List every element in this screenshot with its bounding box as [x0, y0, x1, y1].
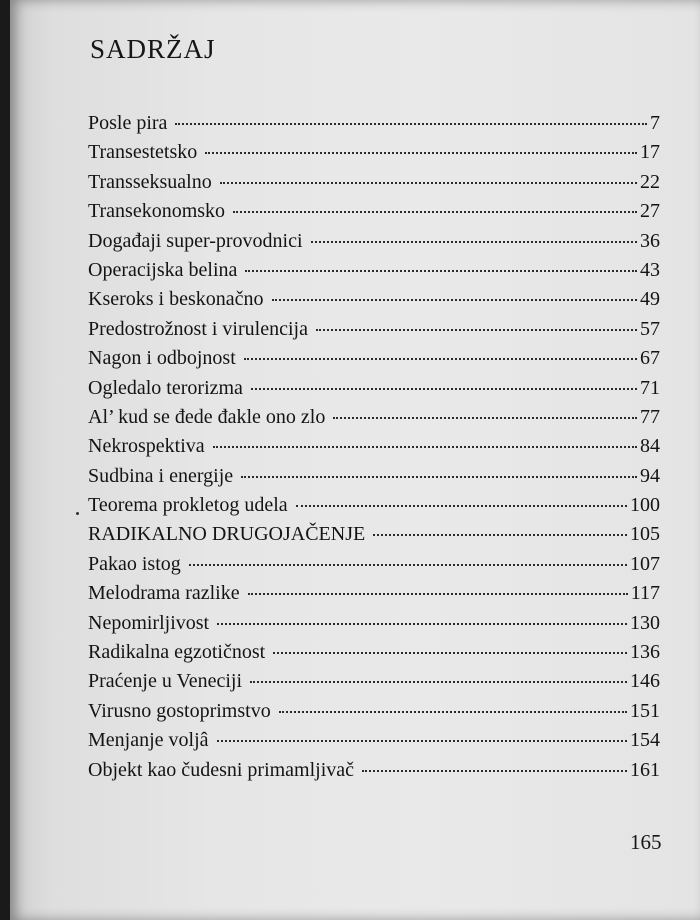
toc-entry	[88, 406, 660, 435]
toc-entry	[88, 729, 660, 758]
toc-entry-page: 71	[640, 376, 660, 399]
dot-leader	[251, 388, 637, 390]
toc-entry-title: Transestetsko	[88, 141, 198, 164]
dot-leader	[217, 740, 627, 742]
toc-entry	[88, 494, 660, 523]
toc-entry-page: 7	[650, 112, 660, 134]
toc-entry-title: Transseksualno	[88, 170, 212, 193]
dot-leader	[217, 623, 627, 625]
dot-leader	[175, 123, 647, 125]
toc-entry-title: Nekrospektiva	[88, 435, 205, 458]
dot-leader	[362, 770, 627, 772]
dot-leader	[316, 329, 637, 331]
toc-entry-title: Praćenje u Veneciji	[88, 670, 243, 693]
dot-leader	[233, 211, 637, 213]
toc-entry	[88, 141, 660, 170]
toc-entry-title: Nagon i odbojnost	[88, 347, 236, 370]
toc-entry-title: Objekt kao čudesni primamljivač	[88, 758, 355, 781]
toc-entry	[88, 582, 660, 611]
table-of-contents	[88, 112, 660, 788]
toc-entry-title: Teorema prokletog udela	[88, 494, 288, 517]
dot-leader	[373, 534, 627, 536]
toc-entry-title: Nepomirljivost	[88, 611, 210, 634]
dot-leader	[189, 564, 627, 566]
dot-leader	[273, 652, 627, 654]
toc-entry-page: 146	[630, 670, 660, 693]
toc-entry-title: Kseroks i beskonačno	[88, 288, 264, 311]
dot-leader	[205, 152, 637, 154]
toc-entry-title: Sudbina i energije	[88, 464, 234, 487]
toc-entry	[88, 288, 660, 317]
toc-entry	[88, 171, 660, 200]
toc-entry-page: 105	[630, 523, 660, 546]
toc-entry-page: 43	[640, 258, 660, 281]
toc-entry	[88, 523, 660, 552]
toc-entry-page: 151	[630, 699, 660, 722]
toc-entry-page: 22	[640, 170, 660, 193]
dot-leader	[296, 505, 627, 507]
toc-entry-title: Pakao istog	[88, 552, 181, 575]
toc-entry-title: Menjanje voljâ	[88, 729, 209, 752]
toc-entry	[88, 435, 660, 464]
toc-entry-page: 130	[630, 611, 660, 634]
toc-entry	[88, 377, 660, 406]
dot-leader	[241, 476, 637, 478]
page-title: SADRŽAJ	[90, 34, 216, 64]
toc-entry-page: 17	[640, 141, 660, 164]
toc-entry-page: 136	[630, 641, 660, 664]
toc-entry-title: Transekonomsko	[88, 200, 226, 223]
toc-entry	[88, 230, 660, 259]
toc-entry-page: 57	[640, 317, 660, 340]
toc-entry-page: 77	[640, 405, 660, 428]
toc-entry	[88, 641, 660, 670]
toc-entry	[88, 112, 660, 141]
toc-entry-page: 107	[630, 552, 660, 575]
toc-entry	[88, 553, 660, 582]
dot-leader	[248, 593, 628, 595]
toc-entry-page: 84	[640, 435, 660, 458]
toc-entry-page: 27	[640, 200, 660, 223]
dot-leader	[244, 358, 637, 360]
toc-entry-page: 100	[630, 494, 660, 517]
toc-entry-title: Radikalna egzotičnost	[88, 641, 266, 664]
dot-leader	[245, 270, 637, 272]
toc-entry-page: 161	[630, 758, 660, 781]
toc-entry-title: Događaji super-provodnici	[88, 229, 303, 252]
toc-entry	[88, 670, 660, 699]
toc-entry	[88, 318, 660, 347]
toc-entry-title: RADIKALNO DRUGOJAČENJE	[88, 523, 366, 546]
toc-entry-title: Ogledalo terorizma	[88, 376, 243, 399]
toc-entry	[88, 612, 660, 641]
dot-leader	[279, 711, 627, 713]
dot-leader	[333, 417, 637, 419]
dot-leader	[272, 299, 637, 301]
toc-entry-title: Virusno gostoprimstvo	[88, 699, 271, 722]
toc-entry	[88, 259, 660, 288]
dot-leader	[213, 446, 637, 448]
toc-entry-page: 117	[630, 582, 660, 605]
toc-entry-title: Predostrožnost i virulencija	[88, 317, 308, 340]
toc-entry-page: 67	[640, 347, 660, 370]
toc-entry-title: Posle pira	[88, 112, 168, 134]
toc-entry	[88, 347, 660, 376]
toc-entry	[88, 759, 660, 788]
dot-leader	[311, 241, 637, 243]
toc-entry	[88, 465, 660, 494]
toc-entry-page: 49	[640, 288, 660, 311]
dot-leader	[220, 182, 637, 184]
dot-leader	[250, 681, 627, 683]
page-number: 165	[630, 830, 662, 854]
toc-entry-page: 94	[640, 464, 660, 487]
toc-entry-title: Operacijska belina	[88, 258, 238, 281]
toc-entry	[88, 700, 660, 729]
toc-entry-title: Melodrama razlike	[88, 582, 240, 605]
toc-entry-page: 154	[630, 729, 660, 752]
toc-entry-page: 36	[640, 229, 660, 252]
toc-entry	[88, 200, 660, 229]
toc-entry-title: Al’ kud se đede đakle ono zlo	[88, 405, 326, 428]
book-page	[10, 0, 700, 920]
paper-speck	[76, 512, 79, 515]
